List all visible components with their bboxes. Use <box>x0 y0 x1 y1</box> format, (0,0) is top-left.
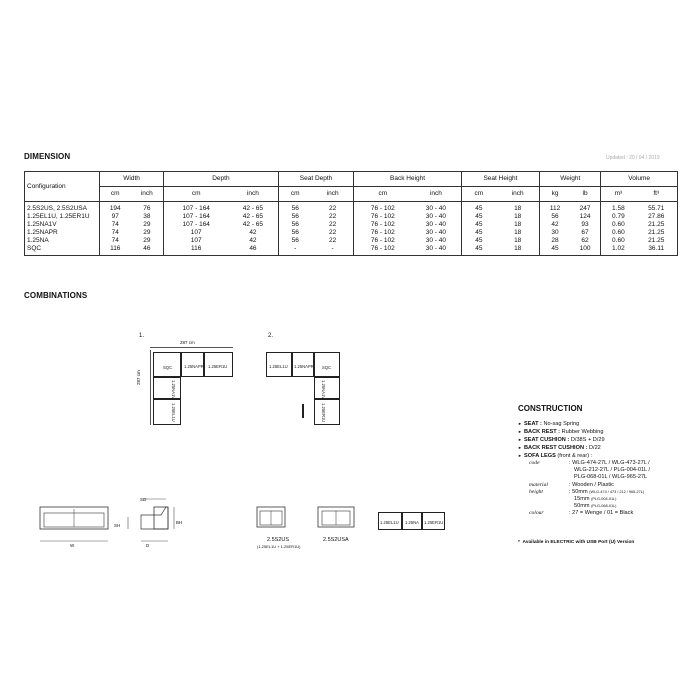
seat-label: SQC <box>322 365 332 370</box>
height-small: (PLG-068-01L) <box>591 504 617 509</box>
value-cell: 76 <box>131 205 164 213</box>
construction-item: ► SOFA LEGS (front & rear) : <box>518 453 593 459</box>
unit-cell: cm <box>164 187 229 202</box>
value-cell: 21.25 <box>635 237 677 245</box>
combo1-number: 1. <box>139 333 145 339</box>
value-cell: 18 <box>496 213 540 221</box>
model-2-5s2usa-label: 2.5S2USA <box>323 537 349 543</box>
value-cell: 107 - 164 <box>182 205 210 212</box>
value-cell: 0.60 <box>612 221 625 228</box>
material-key: material <box>529 481 548 488</box>
value-cell: 194 <box>109 205 121 212</box>
value-cell: 36.11 <box>635 245 677 256</box>
height-main: 50mm <box>574 503 590 510</box>
combo1-height-label: 287 cm <box>136 370 141 385</box>
code-line: PLG-068-01L / WLG-965-27L <box>574 474 648 481</box>
construction-item: ► BACK REST CUSHION : D/22 <box>518 445 601 451</box>
value-cell: 0.60 <box>612 229 625 236</box>
value-cell: 45 <box>475 205 483 212</box>
header-seat-depth: Seat Depth <box>278 172 354 187</box>
combo2-number: 2. <box>268 333 274 339</box>
side-sd-label: SD <box>140 497 147 502</box>
arrow-bullet-icon: ► <box>518 421 522 426</box>
combo1-seat-na1v <box>153 377 181 399</box>
value-cell: 93 <box>570 221 601 229</box>
header-seat-height: Seat Height <box>461 172 540 187</box>
unit-cell: inch <box>131 187 164 202</box>
value-cell: 22 <box>312 213 354 221</box>
header-width: Width <box>100 172 164 187</box>
value-cell: 45 <box>475 229 483 236</box>
value-cell: 22 <box>312 229 354 237</box>
combo1-height-line <box>150 350 151 425</box>
side-bh-label: BH <box>176 520 183 525</box>
unit-cell: ft³ <box>635 187 677 202</box>
combinations-title: COMBINATIONS <box>24 291 88 300</box>
value-cell: 100 <box>570 245 601 256</box>
material-value: Wooden / Plastic <box>572 481 614 488</box>
combo2-seat-napr <box>292 352 314 377</box>
value-cell: - <box>278 245 312 256</box>
header-volume: Volume <box>601 172 678 187</box>
config-cell: 2.5S2US, 2.5S2USA <box>25 205 100 213</box>
height-key: height <box>529 488 543 495</box>
code-line: WLG-474-27L / WLG-473-27L / <box>572 460 650 466</box>
table-row <box>25 229 678 237</box>
model-2-5s2us-label: 2.5S2US <box>267 537 290 543</box>
colour-key: colour <box>529 510 544 517</box>
config-cell: 1.25NAPR <box>25 229 100 237</box>
table-row <box>25 205 678 213</box>
value-cell: 29 <box>131 237 164 245</box>
value-cell: 42 <box>228 229 278 237</box>
value-cell: 116 <box>164 245 229 256</box>
construction-item: ► SEAT : No-sag Spring <box>518 421 580 427</box>
code-key: code <box>529 460 540 466</box>
model-drawings <box>256 505 356 531</box>
combo1-seat-sqc <box>153 352 181 377</box>
value-cell: 112 <box>549 205 561 212</box>
sofa-elevation-drawing <box>36 495 216 555</box>
table-header-row <box>25 172 678 187</box>
combo1-width-line <box>150 347 233 348</box>
value-cell: 46 <box>131 245 164 256</box>
table-row <box>25 221 678 229</box>
combo2-seat-na1v <box>314 377 340 399</box>
seat-label: 1.25NA1V <box>171 380 176 400</box>
value-cell: 18 <box>496 229 540 237</box>
value-cell: 22 <box>312 221 354 229</box>
height-main: 50mm <box>572 488 588 495</box>
unit-cell: inch <box>411 187 461 202</box>
side-sh-label: SH <box>114 523 121 528</box>
arrow-bullet-icon: ► <box>518 453 522 458</box>
unit-cell: cm <box>100 187 131 202</box>
model3-seat-er1u <box>422 512 445 530</box>
value-cell: 29 <box>131 221 164 229</box>
value-cell: 116 <box>100 245 131 256</box>
arrow-bullet-icon: ► <box>518 429 522 434</box>
unit-cell: m³ <box>601 187 636 202</box>
value-cell: 62 <box>570 237 601 245</box>
combo2-seat-er1u <box>314 399 340 425</box>
combo1-width-label: 287 cm <box>180 340 195 345</box>
colour-value: 27 = Wenge / 01 = Black <box>572 510 634 517</box>
construction-list <box>518 420 650 518</box>
value-cell: 56 <box>291 229 299 236</box>
table-row <box>25 213 678 221</box>
value-cell: 30 <box>551 229 559 236</box>
front-width-label: W <box>70 543 75 548</box>
combo1-seat-napr <box>181 352 204 377</box>
combo2-seat-sqc <box>314 352 340 377</box>
seat-label: 1.25ER1U <box>424 520 444 525</box>
config-cell: 1.25EL1U, 1.25ER1U <box>25 213 100 221</box>
value-cell: 45 <box>540 245 570 256</box>
value-cell: 28 <box>551 237 559 244</box>
value-cell: 56 <box>291 237 299 244</box>
unit-cell: cm <box>461 187 496 202</box>
seat-label: 1.25NA <box>405 520 419 525</box>
value-cell: 74 <box>111 237 119 244</box>
value-cell: 76 - 102 <box>370 237 395 244</box>
seat-label: SQC <box>163 365 173 370</box>
model-2-5s2us-sub: (1.25EL1U + 1.25ER1U) <box>257 544 301 549</box>
dimension-title: DIMENSION <box>24 152 71 161</box>
value-cell: 1.58 <box>612 205 625 212</box>
combo2-seat-el1u <box>266 352 292 377</box>
value-cell: 124 <box>570 213 601 221</box>
value-cell: 22 <box>312 205 354 213</box>
seat-label: 1.25ER1U <box>208 364 228 369</box>
header-configuration: Configuration <box>25 172 100 202</box>
value-cell: 76 - 102 <box>354 245 411 256</box>
construction-item: ► SEAT CUSHION : D/38S + D/29 <box>518 437 605 443</box>
value-cell: 30 - 40 <box>411 245 461 256</box>
value-cell: 18 <box>496 221 540 229</box>
table-row <box>25 245 678 256</box>
value-cell: 76 - 102 <box>370 229 395 236</box>
value-cell: 0.79 <box>612 213 625 220</box>
model3-seat-na <box>402 512 422 530</box>
value-cell: 97 <box>111 213 119 220</box>
value-cell: 107 - 164 <box>182 213 210 220</box>
value-cell: 30 - 40 <box>411 229 461 237</box>
value-cell: 38 <box>131 213 164 221</box>
value-cell: 56 <box>291 213 299 220</box>
value-cell: 1.02 <box>601 245 636 256</box>
value-cell: 30 - 40 <box>411 237 461 245</box>
dimension-table <box>24 171 678 256</box>
value-cell: 21.25 <box>635 221 677 229</box>
table-units-row <box>25 187 678 202</box>
value-cell: 56 <box>291 205 299 212</box>
value-cell: 76 - 102 <box>370 221 395 228</box>
value-cell: 45 <box>475 221 483 228</box>
config-cell: SQC <box>25 245 100 256</box>
seat-label: 1.25NAPR <box>184 364 204 369</box>
value-cell: 42 - 65 <box>228 221 278 229</box>
value-cell: 56 <box>291 221 299 228</box>
value-cell: 42 - 65 <box>228 213 278 221</box>
value-cell: 45 <box>475 213 483 220</box>
model3-seat-el1u <box>378 512 402 530</box>
value-cell: 42 - 65 <box>228 205 278 213</box>
config-cell: 1.25NA <box>25 237 100 245</box>
value-cell: 0.60 <box>612 237 625 244</box>
value-cell: 42 <box>228 237 278 245</box>
side-d-label: D <box>146 543 150 548</box>
unit-cell: cm <box>278 187 312 202</box>
combo1-seat-el1u <box>153 399 181 425</box>
value-cell: 247 <box>570 205 601 213</box>
value-cell: 18 <box>496 205 540 213</box>
value-cell: 27.86 <box>635 213 677 221</box>
unit-cell: lb <box>570 187 601 202</box>
legs-details: code : WLG-474-27L / WLG-473-27L / WLG-212-27L / PLG-004-01L / PLG-068-01L / WLG-965-27L material : Wooden / Plastic height : 50mm (WLG-474 / 473 / 212 / 965-27L) 15mm (PLG-004-01L) 50mm (PLG-068-01L) colour : 27 = Wenge / 01 = Black <box>529 460 651 517</box>
unit-cell: cm <box>354 187 411 202</box>
table-row <box>25 237 678 245</box>
seat-label: 1.25EL1U <box>269 364 288 369</box>
value-cell: 45 <box>475 237 483 244</box>
header-back-height: Back Height <box>354 172 461 187</box>
updated-date: Updated : 20 / 04 / 2019 <box>606 155 660 161</box>
value-cell: 18 <box>496 237 540 245</box>
seat-label: 1.25ER1U <box>321 403 326 423</box>
value-cell: 45 <box>461 245 496 256</box>
value-cell: 74 <box>111 229 119 236</box>
value-cell: 107 <box>190 229 202 236</box>
unit-cell: kg <box>540 187 570 202</box>
header-depth: Depth <box>164 172 278 187</box>
value-cell: - <box>312 245 354 256</box>
code-line: WLG-212-27L / PLG-004-01L / <box>574 467 651 474</box>
header-weight: Weight <box>540 172 601 187</box>
value-cell: 76 - 102 <box>370 213 395 220</box>
combo2-side-marker <box>302 404 304 418</box>
seat-label: 1.25EL1U <box>171 403 176 422</box>
value-cell: 46 <box>228 245 278 256</box>
construction-item: ► BACK REST : Rubber Webbing <box>518 429 604 435</box>
unit-cell: inch <box>228 187 278 202</box>
unit-cell: inch <box>312 187 354 202</box>
construction-title: CONSTRUCTION <box>518 404 583 413</box>
unit-cell: inch <box>496 187 540 202</box>
arrow-bullet-icon: ► <box>518 437 522 442</box>
value-cell: 56 <box>551 213 559 220</box>
combo1-seat-er1u <box>204 352 233 377</box>
seat-label: 1.25NA1V <box>321 380 326 400</box>
value-cell: 30 - 40 <box>411 221 461 229</box>
config-cell: 1.25NA1V <box>25 221 100 229</box>
value-cell: 30 - 40 <box>411 213 461 221</box>
value-cell: 18 <box>496 245 540 256</box>
value-cell: 29 <box>131 229 164 237</box>
height-small: (WLG-474 / 473 / 212 / 965-27L) <box>589 489 645 494</box>
arrow-bullet-icon: ► <box>518 445 522 450</box>
seat-label: 1.25NAPR <box>294 364 314 369</box>
value-cell: 42 <box>551 221 559 228</box>
height-small: (PLG-004-01L) <box>591 497 617 502</box>
height-main: 15mm <box>574 496 590 503</box>
value-cell: 21.25 <box>635 229 677 237</box>
value-cell: 55.71 <box>635 205 677 213</box>
electric-note: * Available in ELECTRIC with USB Port (U) Version <box>518 540 635 545</box>
value-cell: 74 <box>111 221 119 228</box>
value-cell: 107 - 164 <box>182 221 210 228</box>
value-cell: 107 <box>190 237 202 244</box>
value-cell: 22 <box>312 237 354 245</box>
seat-label: 1.25EL1U <box>380 520 399 525</box>
value-cell: 76 - 102 <box>370 205 395 212</box>
value-cell: 67 <box>570 229 601 237</box>
value-cell: 30 - 40 <box>411 205 461 213</box>
